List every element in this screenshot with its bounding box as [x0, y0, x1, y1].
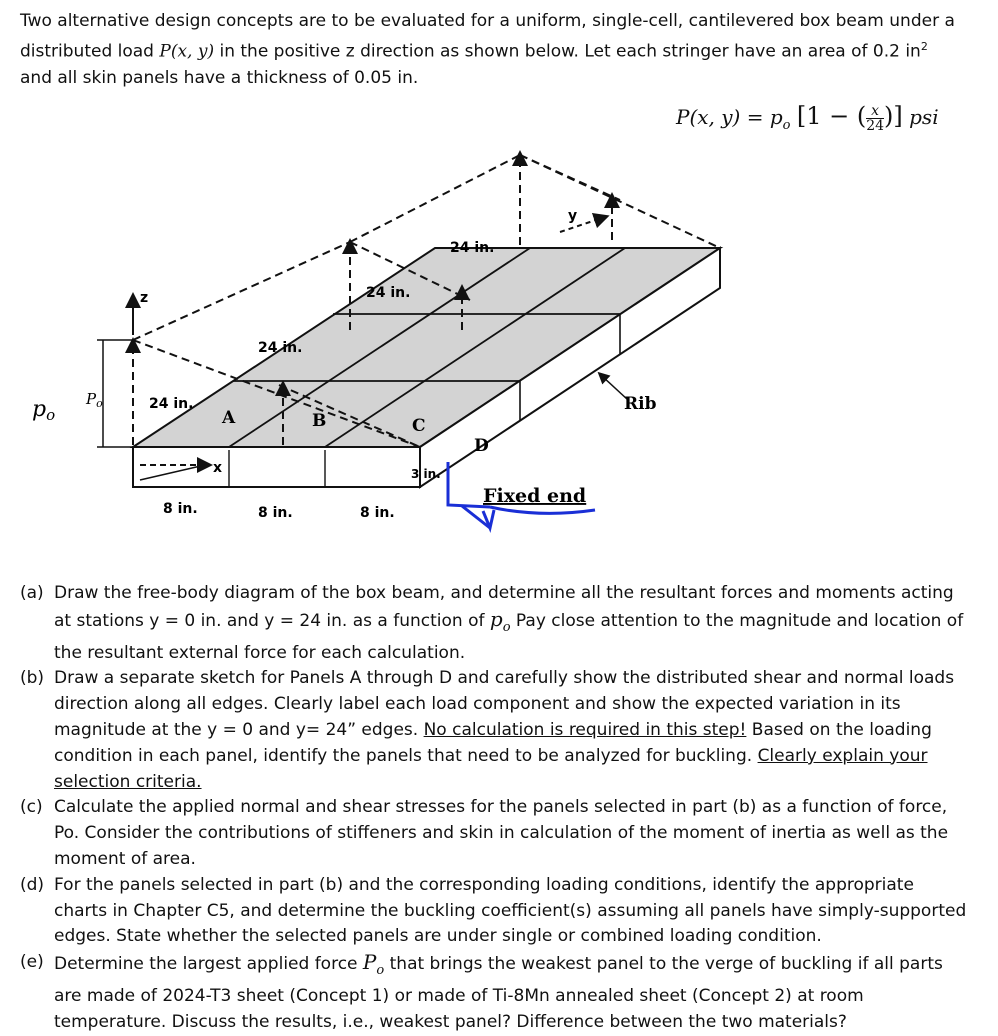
question-b: (b) Draw a separate sketch for Panels A through D and carefully show the distributed shear and normal loads direction along all edges. Clearly label each load component and show the expected variation in its magnitude at the y = 0 and y= 24” edges. No calculation is required in this step! Based on the loading condition in each panel, identify the panels that need to be analyzed for buckling. Clearly explain your selection criteria. — [20, 668, 955, 792]
panel-d-label: D — [474, 436, 489, 456]
dim-24-d: 24 in. — [450, 240, 495, 256]
panel-a-label: A — [222, 408, 236, 428]
panel-b-label: B — [312, 411, 327, 431]
question-a: (a) Draw the free-body diagram of the box beam, and determine all the resultant forces and moments acting at stations y = 0 in. and y = 24 in. as a function of $p_o$ Pay close attention to the magnitude and location of the resultant external force for each calculation. — [20, 583, 964, 663]
question-e: (e) Determine the largest applied force $P_o$ that brings the weakest panel to the verge of buckling if all parts are made of 2024-T3 sheet (Concept 1) or made of Ti-8Mn annealed sheet (Concept 2) at room temperature. Discuss the results, i.e., weakest panel? Difference between the two materials? — [20, 950, 943, 1032]
question-d: (d) For the panels selected in part (b) and the corresponding loading conditions, identify the appropriate charts in Chapter C5, and determine the buckling coefficient(s) assuming all panels have simply-supported edges. State whether the selected panels are under single or combined loading condition. — [20, 874, 967, 947]
rib-label: Rib — [624, 394, 657, 414]
dim-24-a: 24 in. — [149, 396, 194, 412]
y-axis-arrow — [560, 218, 602, 232]
po-left-label: po — [32, 397, 56, 424]
axis-x-label: x — [213, 460, 223, 476]
load-formula: P(x, $y) = p_o$ [1 − ( $\frac{x}{24}$ )] psi — [676, 102, 939, 134]
load-function: P(x, y) — [159, 41, 215, 62]
dim-24-c: 24 in. — [366, 285, 411, 301]
po-small-label: $P_o$ — [86, 390, 103, 410]
problem-intro — [20, 8, 980, 91]
question-list — [20, 581, 980, 1036]
fixed-end-label: Fixed end — [483, 485, 587, 507]
axis-y-label: y — [568, 208, 578, 224]
dim-8-b: 8 in. — [258, 505, 293, 521]
question-c: (c) Calculate the applied normal and shear stresses for the panels selected in part (b) as a function of force, Po. Consider the contributions of stiffeners and skin in calculation of the moment of inertia as well as the moment of area. — [20, 797, 949, 869]
box-beam-figure — [0, 95, 998, 545]
panel-c-label: C — [412, 416, 426, 436]
dim-24-b: 24 in. — [258, 340, 303, 356]
formula-fraction: $\frac{x}{24}$ — [866, 103, 885, 134]
po-dimension — [97, 340, 133, 447]
dim-8-c: 8 in. — [360, 505, 395, 521]
axis-z-label: z — [140, 290, 149, 306]
intro-line-3: and all skin panels have a thickness of 0.05 in. — [20, 67, 419, 88]
dim-3: 3 in. — [411, 467, 441, 481]
dim-8-a: 8 in. — [163, 501, 198, 517]
intro-line-2: distributed load P(x, y) in the positive z direction as shown below. Let each stringer have an area of 0.2 $in^2$ — [20, 40, 928, 62]
intro-line-1: Two alternative design concepts are to be evaluated for a uniform, single-cell, cantilevered box beam under a — [20, 11, 955, 31]
front-face — [133, 447, 420, 487]
